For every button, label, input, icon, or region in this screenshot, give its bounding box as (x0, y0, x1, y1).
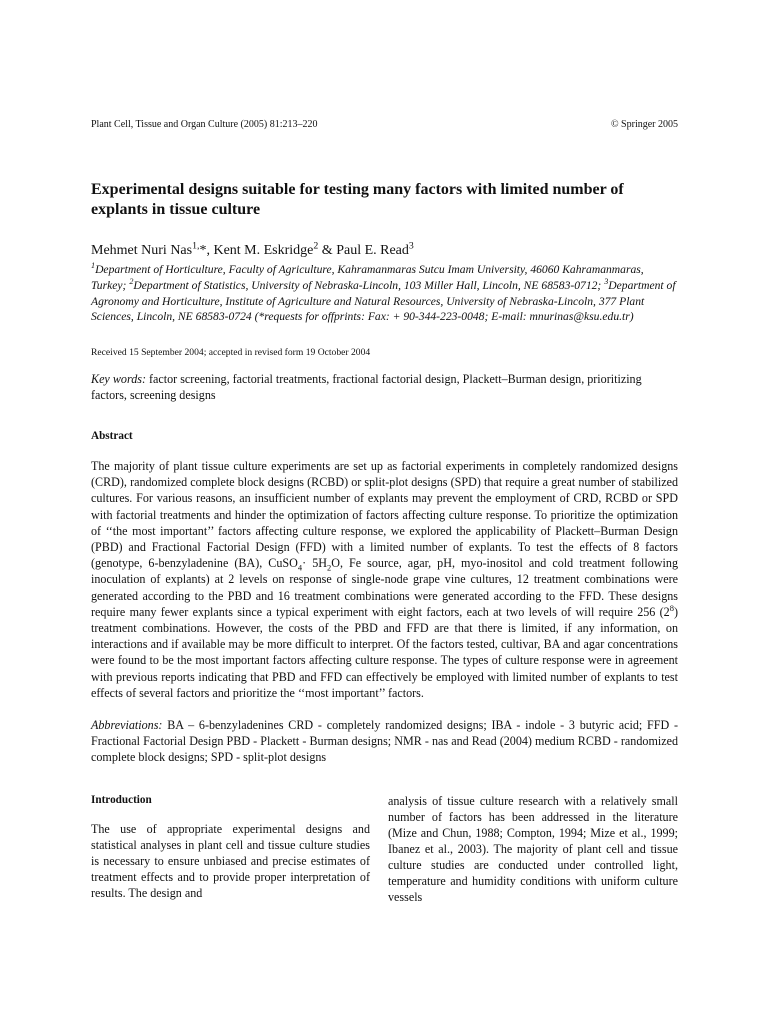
abstract-body (91, 458, 678, 701)
author-name: Mehmet Nuri Nas (91, 243, 193, 258)
author-separator: , (206, 243, 214, 258)
affiliation-text: Department of Statistics, University of Nebraska-Lincoln, 103 Miller Hall, Lincoln, NE 68583-0712; (133, 278, 605, 292)
author-superscript: 1, (192, 240, 200, 252)
keywords-label: Key words: (91, 372, 146, 386)
introduction-text-right: analysis of tissue culture research with a relatively small number of factors has been addressed in the literature (Mize and Chun, 1988; Compton, 1994; Mize et al., 1999; Ibanez et al., 2003). The majority of plant cell and tissue culture studies are conducted under controlled light, temperature and humidity conditions with uniform culture vessels (388, 794, 678, 904)
subscript: 4 (297, 562, 303, 573)
author-list (91, 242, 678, 260)
abstract-heading: Abstract (91, 430, 133, 442)
affiliations (91, 262, 678, 325)
affil-marker: 2 (129, 276, 134, 286)
abstract-text: The majority of plant tissue culture experiments are set up as factorial experiments in completely randomized designs (CRD), randomized complete block designs (RCBD) or split-plot designs (SPD) that require a great number of stabilized cultures. For various reasons, an insufficient number of explants may prevent the employment of CRD, RCBD or SPD with factorial treatments and hinder the optimization of factors affecting culture response. To prioritize the optimization of ‘‘the most important’’ factors affecting culture response, we explored the applicability of Plackett–Burman Design (PBD) and Fractional Factorial Design (FFD) with a limited number of explants. To test the effects of 8 factors (genotype, 6-benzyladenine (BA), CuSO (91, 459, 678, 571)
author-name: Kent M. Eskridge (213, 243, 314, 258)
keywords-text: factor screening, factorial treatments, fractional factorial design, Plackett–Burman design, prioritizing factors, screening designs (91, 372, 642, 402)
subscript: 2 (326, 562, 332, 573)
left-column (91, 793, 370, 901)
introduction-text-left: The use of appropriate experimental designs and statistical analyses in plant cell and tissue culture studies is necessary to ensure unbiased and precise estimates of treatment effects and to provide proper interpretation of results. The design and (91, 822, 370, 900)
author-superscript: 3 (408, 240, 414, 252)
abstract-text: · 5H (302, 556, 327, 571)
introduction-heading: Introduction (91, 794, 152, 806)
journal-citation: Plant Cell, Tissue and Organ Culture (2005) 81:213–220 (91, 119, 318, 130)
affiliation-text: Department of Agronomy and Horticulture, Institute of Agriculture and Natural Resources, University of Nebraska-Lincoln, 377 Plant Sciences, Lincoln, NE 68583-0724 (*requests for offprints: Fax: + 90-344-223-0048; E-mail: mnurinas@ksu.edu.tr) (91, 278, 676, 324)
article-title: Experimental designs suitable for testing many factors with limited number of explants in tissue culture (91, 181, 624, 218)
author-superscript: 2 (313, 240, 319, 252)
running-head (91, 118, 678, 132)
affil-marker: 1 (91, 261, 96, 271)
keywords (91, 371, 678, 403)
abbreviations-label: Abbreviations: (91, 718, 163, 732)
abbreviations-text: BA – 6-benzyladenines CRD - completely randomized designs; IBA - indole - 3 butyric acid; FFD - Fractional Factorial Design PBD - Plackett - Burman designs; NMR - nas and Read (2004) medium RCBD - randomized complete block designs; SPD - split-plot designs (91, 718, 678, 765)
affiliation-text: Department of Horticulture, Faculty of Agriculture, Kahramanmaras Sutcu Imam University, 46060 Kahramanmaras, Turkey; (91, 263, 644, 292)
received-dates: Received 15 September 2004; accepted in revised form 19 October 2004 (91, 347, 371, 358)
affil-marker: 3 (604, 276, 609, 286)
superscript: 8 (669, 602, 674, 613)
author-name: Paul E. Read (336, 243, 409, 258)
copyright-notice: © Springer 2005 (610, 119, 678, 130)
right-column (388, 793, 678, 905)
author-separator: & (318, 243, 337, 258)
abstract-text: O, Fe source, agar, pH, myo-inositol and cold treatment following inoculation of explants) at 2 levels on response of single-node grape vine cultures, 12 treatment combinations were generated according to the PBD and 16 treatment combinations were generated according to the FFD. These designs require many fewer explants since a typical experiment with eight factors, each at two levels of will require 256 (2 (91, 556, 678, 619)
abstract-text: ) treatment combinations. However, the costs of the PBD and FFD are that there is limited, if any information, on interactions and if available may be more difficult to interpret. Of the factors tested, cultivar, BA and agar concentrations were found to be the most important factors affecting culture response. The types of culture response were in agreement with previous reports indicating that PBD and FFD can effectively be employed with limited number of explants to test effects of several factors and prioritize the ‘‘most important’’ factors. (91, 604, 678, 700)
corresponding-mark: * (199, 243, 207, 258)
abbreviations (91, 717, 678, 766)
